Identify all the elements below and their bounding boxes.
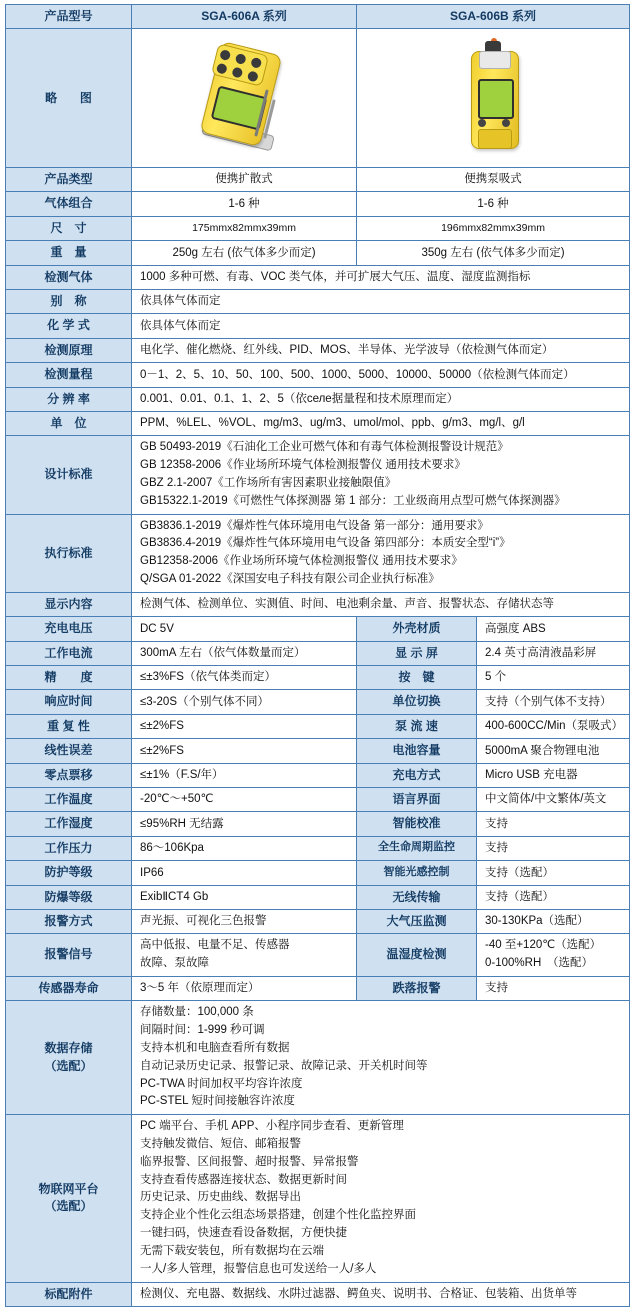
table-row-alarm-signal (6, 934, 630, 977)
data-storage-label-line1: 数据存储 (44, 1041, 93, 1056)
table-row-storage (6, 1001, 630, 1115)
table-row-weight (6, 241, 630, 265)
row-label-wireless: 无线传输 (357, 885, 477, 909)
row-label-alarm-signal: 报警信号 (6, 934, 132, 977)
iot-line: 无需下载安装包，所有数据均在云端 (140, 1244, 324, 1257)
row-label-explosion-grade: 防爆等级 (6, 885, 132, 909)
row-label-detect-gas: 检测气体 (6, 265, 132, 289)
storage-line: 存储数量：100,000 条 (140, 1006, 254, 1019)
spec-table (5, 4, 630, 1307)
exec-std-line: GB3836.1-2019《爆炸性气体环境用电气设备 第一部分：通用要求》 (140, 519, 489, 532)
row-label-keys: 按 键 (357, 666, 477, 690)
row-label-working-humidity: 工作湿度 (6, 812, 132, 836)
product-type-b: 便携泵吸式 (357, 168, 630, 192)
row-label-display-screen: 显 示 屏 (357, 641, 477, 665)
table-row-exec-std (6, 514, 630, 592)
row-label-zero-drift: 零点票移 (6, 763, 132, 787)
table-row-pair (6, 812, 630, 836)
alarm-signal-line: 高中低报、电量不足、传感器 (140, 939, 290, 952)
iot-line: 支持查看传感器连接状态、数据更新时间 (140, 1173, 347, 1186)
design-std-line: GB15322.1-2019《可燃性气体探测器 第 1 部分：工业级商用点型可燃气体探测器》 (140, 494, 566, 507)
design-std-value (132, 436, 630, 514)
exec-std-value (132, 514, 630, 592)
iot-line: 一人/多人管理，报警信息也可发送给一人/多人 (140, 1262, 377, 1275)
row-label-lifecycle-monitor: 全生命周期监控 (357, 836, 477, 860)
table-row-pair (6, 836, 630, 860)
linearity-error-value: ≤±2%FS (132, 739, 357, 763)
row-label-temp-humidity-detect: 温湿度检测 (357, 934, 477, 977)
row-label-formula: 化 学 式 (6, 314, 132, 338)
table-row-sensor-life (6, 976, 630, 1000)
charge-voltage-value: DC 5V (132, 617, 357, 641)
row-label-alarm-mode: 报警方式 (6, 909, 132, 933)
response-time-value: ≤3-20S（个别气体不同） (132, 690, 357, 714)
row-label-product-type: 产品类型 (6, 168, 132, 192)
row-label-pump-flow: 泵 流 速 (357, 714, 477, 738)
weight-a: 250g 左右 (依气体多少而定) (132, 241, 357, 265)
table-row-sketch (6, 29, 630, 168)
row-label-working-temp: 工作温度 (6, 787, 132, 811)
table-row-formula (6, 314, 630, 338)
data-storage-label-line2: （选配） (44, 1058, 93, 1073)
row-label-data-storage (6, 1001, 132, 1115)
drop-alarm-value: 支持 (477, 976, 630, 1000)
row-label-gas-combo: 气体组合 (6, 192, 132, 216)
iot-platform-value (132, 1115, 630, 1282)
weight-b: 350g 左右 (依气体多少而定) (357, 241, 630, 265)
row-label-drop-alarm: 跌落报警 (357, 976, 477, 1000)
data-storage-value (132, 1001, 630, 1115)
battery-capacity-value: 5000mA 聚合物锂电池 (477, 739, 630, 763)
row-label-unit-switch: 单位切换 (357, 690, 477, 714)
table-row-unit (6, 411, 630, 435)
table-row-gas-combo (6, 192, 630, 216)
table-row-size (6, 216, 630, 240)
exec-std-line: GB12358-2006《作业场所环境气体检测报警仪 通用技术要求》 (140, 555, 463, 568)
table-row-detect-gas (6, 265, 630, 289)
unit-value: PPM、%LEL、%VOL、mg/m3、ug/m3、umol/mol、ppb、g/m3、mg/l、g/l (132, 411, 630, 435)
working-humidity-value: ≤95%RH 无结露 (132, 812, 357, 836)
alias-value: 依具体气体而定 (132, 290, 630, 314)
col-header-a: SGA-606A 系列 (132, 5, 357, 29)
table-row-pair (6, 885, 630, 909)
iot-label-line2: （选配） (44, 1199, 93, 1214)
row-label-working-current: 工作电流 (6, 641, 132, 665)
table-row-pair (6, 617, 630, 641)
resolution-value: 0.001、0.01、0.1、1、2、5（依селе据量程和技术原理而定） (132, 387, 630, 411)
table-row-pair (6, 641, 630, 665)
product-type-a: 便携扩散式 (132, 168, 357, 192)
row-label-charge-method: 充电方式 (357, 763, 477, 787)
shell-material-value: 高强度 ABS (477, 617, 630, 641)
size-b: 196mmx82mmx39mm (357, 216, 630, 240)
design-std-line: GB 12358-2006《作业场所环境气体检测报警仪 通用技术要求》 (140, 459, 466, 472)
iot-line: PC 端平台、手机 APP、小程序同步查看、更新管理 (140, 1120, 404, 1133)
table-row-product-type (6, 168, 630, 192)
iot-line: 支持触发微信、短信、邮箱报警 (140, 1138, 301, 1151)
light-sensor-control-value: 支持（选配） (477, 861, 630, 885)
row-label-size: 尺 寸 (6, 216, 132, 240)
row-label-accessories: 标配附件 (6, 1282, 132, 1306)
row-label-linearity-error: 线性误差 (6, 739, 132, 763)
table-row-pair (6, 714, 630, 738)
row-label-smart-calibration: 智能校准 (357, 812, 477, 836)
row-label-exec-std: 执行标准 (6, 514, 132, 592)
storage-line: 间隔时间：1-999 秒可调 (140, 1024, 265, 1037)
row-label-working-pressure: 工作压力 (6, 836, 132, 860)
charge-method-value: Micro USB 充电器 (477, 763, 630, 787)
row-label-unit: 单 位 (6, 411, 132, 435)
temp-humidity-line: -40 至+120℃（选配） (485, 939, 602, 952)
storage-line: 支持本机和电脑查看所有数据 (140, 1041, 290, 1054)
storage-line: PC-TWA 时间加权平均容许浓度 (140, 1077, 303, 1090)
iot-line: 历史记录、历史曲线、数据导出 (140, 1191, 301, 1204)
table-row-design-std (6, 436, 630, 514)
accuracy-value: ≤±3%FS（依气体类而定） (132, 666, 357, 690)
sketch-label-text: 略 图 (45, 90, 98, 105)
row-label-language: 语言界面 (357, 787, 477, 811)
working-temp-value: -20℃～+50℃ (132, 787, 357, 811)
row-label-battery-capacity: 电池容量 (357, 739, 477, 763)
iot-line: 临界报警、区间报警、超时报警、异常报警 (140, 1155, 359, 1168)
formula-value: 依具体气体而定 (132, 314, 630, 338)
row-label-range: 检测量程 (6, 363, 132, 387)
design-std-line: GBZ 2.1-2007《工作场所有害因素职业接触限值》 (140, 476, 397, 489)
row-label-model: 产品型号 (6, 5, 132, 29)
sensor-life-value: 3～5 年（依原理而定） (132, 976, 357, 1000)
gas-combo-a: 1-6 种 (132, 192, 357, 216)
row-label-iot-platform (6, 1115, 132, 1282)
storage-line: 自动记录历史记录、报警记录、故障记录、开关机时间等 (140, 1059, 428, 1072)
table-row-range (6, 363, 630, 387)
storage-line: PC-STEL 短时间接触容许浓度 (140, 1095, 295, 1108)
row-label-sketch (6, 29, 132, 168)
range-value: 0－1、2、5、10、50、100、500、1000、5000、10000、50000（依检测气体而定） (132, 363, 630, 387)
table-row-pair (6, 861, 630, 885)
row-label-alias: 别 称 (6, 290, 132, 314)
principle-value: 电化学、催化燃烧、红外线、PID、MOS、半导体、光学波导（依检测气体而定） (132, 338, 630, 362)
table-row-display-content (6, 592, 630, 616)
iot-label-line1: 物联网平台 (38, 1181, 99, 1196)
row-label-weight: 重 量 (6, 241, 132, 265)
table-row-alias (6, 290, 630, 314)
row-label-response-time: 响应时间 (6, 690, 132, 714)
row-label-air-pressure-monitor: 大气压监测 (357, 909, 477, 933)
iot-line: 一键扫码，快速查看设备数据，方便快捷 (140, 1227, 347, 1240)
portable-pump-detector-icon (433, 35, 553, 155)
row-label-principle: 检测原理 (6, 338, 132, 362)
explosion-grade-value: ExibⅡCT4 Gb (132, 885, 357, 909)
accessories-value: 检测仪、充电器、数据线、水阱过滤器、鳄鱼夹、说明书、合格证、包装箱、出货单等 (132, 1282, 630, 1306)
table-row-iot (6, 1115, 630, 1282)
pump-flow-value: 400-600CC/Min（泵吸式） (477, 714, 630, 738)
row-label-protection-grade: 防护等级 (6, 861, 132, 885)
table-row-model (6, 5, 630, 29)
working-pressure-value: 86～106Kpa (132, 836, 357, 860)
alarm-mode-value: 声光振、可视化三色报警 (132, 909, 357, 933)
air-pressure-monitor-value: 30-130KPa（选配） (477, 909, 630, 933)
display-content-value: 检测气体、检测单位、实测值、时间、电池剩余量、声音、报警状态、存储状态等 (132, 592, 630, 616)
keys-value: 5 个 (477, 666, 630, 690)
exec-std-line: GB3836.4-2019《爆炸性气体环境用电气设备 第四部分：本质安全型“i”》 (140, 537, 511, 550)
repeatability-value: ≤±2%FS (132, 714, 357, 738)
smart-calibration-value: 支持 (477, 812, 630, 836)
table-row-pair (6, 787, 630, 811)
wireless-value: 支持（选配） (477, 885, 630, 909)
alarm-signal-line: 故障、泵故障 (140, 957, 209, 970)
row-label-repeatability: 重 复 性 (6, 714, 132, 738)
row-label-charge-voltage: 充电电压 (6, 617, 132, 641)
working-current-value: 300mA 左右（依气体数量而定） (132, 641, 357, 665)
zero-drift-value: ≤±1%（F.S/年） (132, 763, 357, 787)
iot-line: 支持企业个性化云组态场景搭建，创建个性化监控界面 (140, 1209, 416, 1222)
row-label-sensor-life: 传感器寿命 (6, 976, 132, 1000)
unit-switch-value: 支持（个别气体不支持） (477, 690, 630, 714)
row-label-light-sensor-control: 智能光感控制 (357, 861, 477, 885)
protection-grade-value: IP66 (132, 861, 357, 885)
portable-diffusion-detector-icon (184, 35, 304, 155)
lifecycle-monitor-value: 支持 (477, 836, 630, 860)
row-label-accuracy: 精 度 (6, 666, 132, 690)
table-row-pair (6, 909, 630, 933)
row-label-shell-material: 外壳材质 (357, 617, 477, 641)
device-image-b (357, 29, 630, 168)
detect-gas-value: 1000 多种可燃、有毒、VOC 类气体，并可扩展大气压、温度、湿度监测指标 (132, 265, 630, 289)
display-screen-value: 2.4 英寸高清液晶彩屏 (477, 641, 630, 665)
size-a: 175mmx82mmx39mm (132, 216, 357, 240)
row-label-display-content: 显示内容 (6, 592, 132, 616)
language-value: 中文简体/中文繁体/英文 (477, 787, 630, 811)
alarm-signal-value (132, 934, 357, 977)
col-header-b: SGA-606B 系列 (357, 5, 630, 29)
table-row-pair (6, 739, 630, 763)
device-image-a (132, 29, 357, 168)
row-label-resolution: 分 辨 率 (6, 387, 132, 411)
gas-combo-b: 1-6 种 (357, 192, 630, 216)
table-row-pair (6, 763, 630, 787)
table-row-pair (6, 666, 630, 690)
temp-humidity-line: 0-100%RH （选配） (485, 957, 594, 970)
table-row-resolution (6, 387, 630, 411)
temp-humidity-detect-value (477, 934, 630, 977)
table-row-accessories (6, 1282, 630, 1306)
exec-std-line: Q/SGA 01-2022《深国安电子科技有限公司企业执行标准》 (140, 573, 440, 586)
row-label-design-std: 设计标准 (6, 436, 132, 514)
table-row-pair (6, 690, 630, 714)
design-std-line: GB 50493-2019《石油化工企业可燃气体和有毒气体检测报警设计规范》 (140, 441, 509, 454)
table-row-principle (6, 338, 630, 362)
